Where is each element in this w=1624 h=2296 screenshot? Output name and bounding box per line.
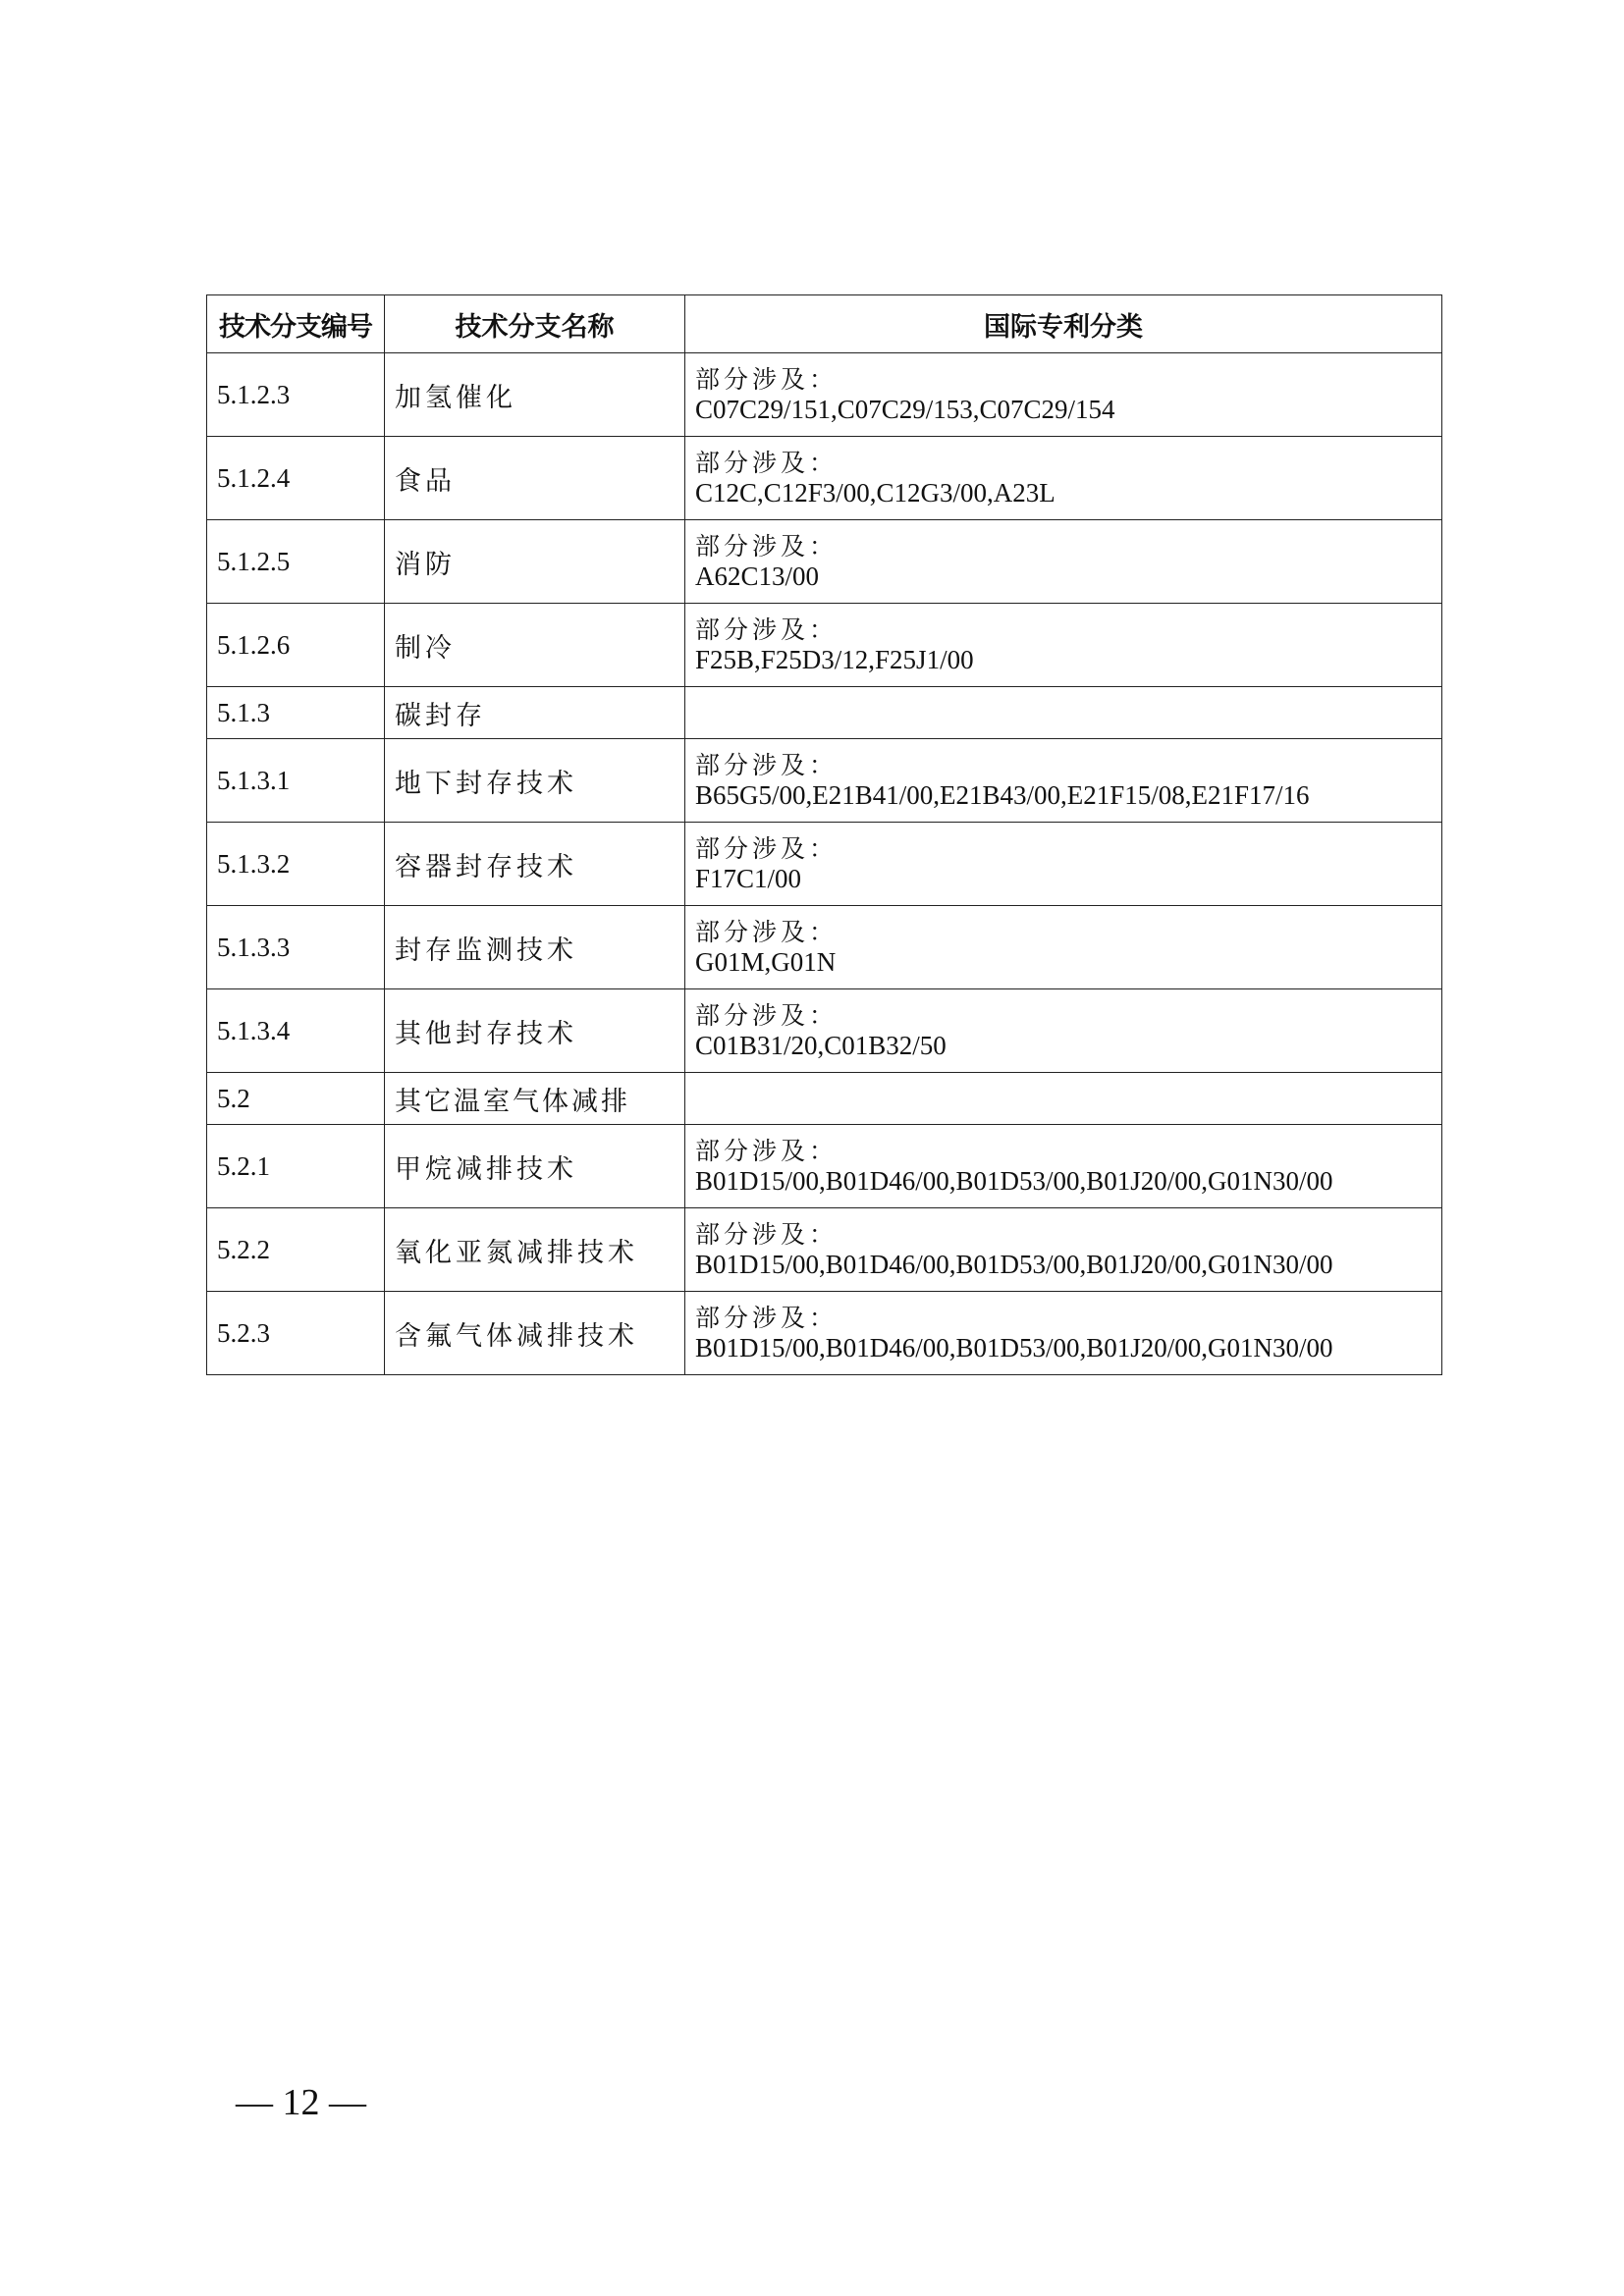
branch-name: 氧化亚氮减排技术 bbox=[385, 1208, 685, 1292]
branch-code: 5.2.3 bbox=[207, 1292, 385, 1375]
ipc-prefix: 部分涉及： bbox=[695, 365, 839, 394]
branch-name: 其它温室气体减排 bbox=[385, 1073, 685, 1125]
ipc-codes: A62C13/00 bbox=[695, 561, 820, 591]
table-row bbox=[207, 989, 1442, 1073]
header-branch-name: 技术分支名称 bbox=[385, 295, 685, 353]
branch-name: 封存监测技术 bbox=[385, 906, 685, 989]
patent-classification-table bbox=[206, 294, 1442, 1375]
table-row bbox=[207, 687, 1442, 739]
ipc-codes: F25B,F25D3/12,F25J1/00 bbox=[695, 645, 974, 674]
table-row bbox=[207, 906, 1442, 989]
ipc-cell bbox=[685, 739, 1442, 823]
branch-name: 食品 bbox=[385, 437, 685, 520]
ipc-cell bbox=[685, 353, 1442, 437]
table-row bbox=[207, 1292, 1442, 1375]
table-row bbox=[207, 353, 1442, 437]
ipc-codes: B65G5/00,E21B41/00,E21B43/00,E21F15/08,E21F17/16 bbox=[695, 780, 1310, 810]
ipc-codes: C01B31/20,C01B32/50 bbox=[695, 1031, 947, 1060]
table-row bbox=[207, 604, 1442, 687]
table-row bbox=[207, 1125, 1442, 1208]
ipc-cell bbox=[685, 604, 1442, 687]
branch-name: 制冷 bbox=[385, 604, 685, 687]
ipc-cell bbox=[685, 437, 1442, 520]
ipc-prefix: 部分涉及： bbox=[695, 1220, 839, 1249]
ipc-prefix: 部分涉及： bbox=[695, 615, 839, 644]
ipc-cell bbox=[685, 520, 1442, 604]
header-branch-code: 技术分支编号 bbox=[207, 295, 385, 353]
table-header-row bbox=[207, 295, 1442, 353]
branch-name: 甲烷减排技术 bbox=[385, 1125, 685, 1208]
branch-name: 消防 bbox=[385, 520, 685, 604]
ipc-codes: C07C29/151,C07C29/153,C07C29/154 bbox=[695, 395, 1115, 424]
ipc-codes: B01D15/00,B01D46/00,B01D53/00,B01J20/00,G01N30/00 bbox=[695, 1333, 1333, 1362]
ipc-prefix: 部分涉及： bbox=[695, 449, 839, 477]
ipc-prefix: 部分涉及： bbox=[695, 918, 839, 946]
ipc-cell bbox=[685, 1208, 1442, 1292]
ipc-prefix: 部分涉及： bbox=[695, 1137, 839, 1165]
branch-code: 5.1.2.3 bbox=[207, 353, 385, 437]
ipc-prefix: 部分涉及： bbox=[695, 1304, 839, 1332]
table-row bbox=[207, 823, 1442, 906]
table-row bbox=[207, 1208, 1442, 1292]
branch-code: 5.1.3.2 bbox=[207, 823, 385, 906]
branch-name: 含氟气体减排技术 bbox=[385, 1292, 685, 1375]
header-ipc: 国际专利分类 bbox=[685, 295, 1442, 353]
branch-name: 容器封存技术 bbox=[385, 823, 685, 906]
ipc-cell bbox=[685, 1292, 1442, 1375]
ipc-cell-empty bbox=[685, 687, 1442, 739]
branch-code: 5.1.3.4 bbox=[207, 989, 385, 1073]
branch-name: 加氢催化 bbox=[385, 353, 685, 437]
branch-code: 5.1.3.1 bbox=[207, 739, 385, 823]
branch-code: 5.2.2 bbox=[207, 1208, 385, 1292]
ipc-codes: F17C1/00 bbox=[695, 864, 802, 893]
branch-code: 5.1.2.5 bbox=[207, 520, 385, 604]
table-row bbox=[207, 739, 1442, 823]
branch-code: 5.1.3 bbox=[207, 687, 385, 739]
ipc-codes: B01D15/00,B01D46/00,B01D53/00,B01J20/00,G01N30/00 bbox=[695, 1166, 1333, 1196]
ipc-cell bbox=[685, 1125, 1442, 1208]
branch-name: 碳封存 bbox=[385, 687, 685, 739]
ipc-codes: C12C,C12F3/00,C12G3/00,A23L bbox=[695, 478, 1056, 507]
ipc-prefix: 部分涉及： bbox=[695, 1001, 839, 1030]
branch-code: 5.2 bbox=[207, 1073, 385, 1125]
table-row bbox=[207, 437, 1442, 520]
table-row bbox=[207, 520, 1442, 604]
branch-name: 地下封存技术 bbox=[385, 739, 685, 823]
ipc-cell bbox=[685, 906, 1442, 989]
ipc-cell bbox=[685, 989, 1442, 1073]
branch-code: 5.2.1 bbox=[207, 1125, 385, 1208]
branch-code: 5.1.2.6 bbox=[207, 604, 385, 687]
ipc-codes: G01M,G01N bbox=[695, 947, 837, 977]
ipc-cell bbox=[685, 823, 1442, 906]
page-number: — 12 — bbox=[236, 2082, 366, 2123]
ipc-codes: B01D15/00,B01D46/00,B01D53/00,B01J20/00,G01N30/00 bbox=[695, 1250, 1333, 1279]
ipc-prefix: 部分涉及： bbox=[695, 751, 839, 779]
branch-code: 5.1.2.4 bbox=[207, 437, 385, 520]
ipc-prefix: 部分涉及： bbox=[695, 834, 839, 863]
branch-code: 5.1.3.3 bbox=[207, 906, 385, 989]
ipc-prefix: 部分涉及： bbox=[695, 532, 839, 561]
ipc-cell-empty bbox=[685, 1073, 1442, 1125]
table-section-row bbox=[207, 1073, 1442, 1125]
branch-name: 其他封存技术 bbox=[385, 989, 685, 1073]
